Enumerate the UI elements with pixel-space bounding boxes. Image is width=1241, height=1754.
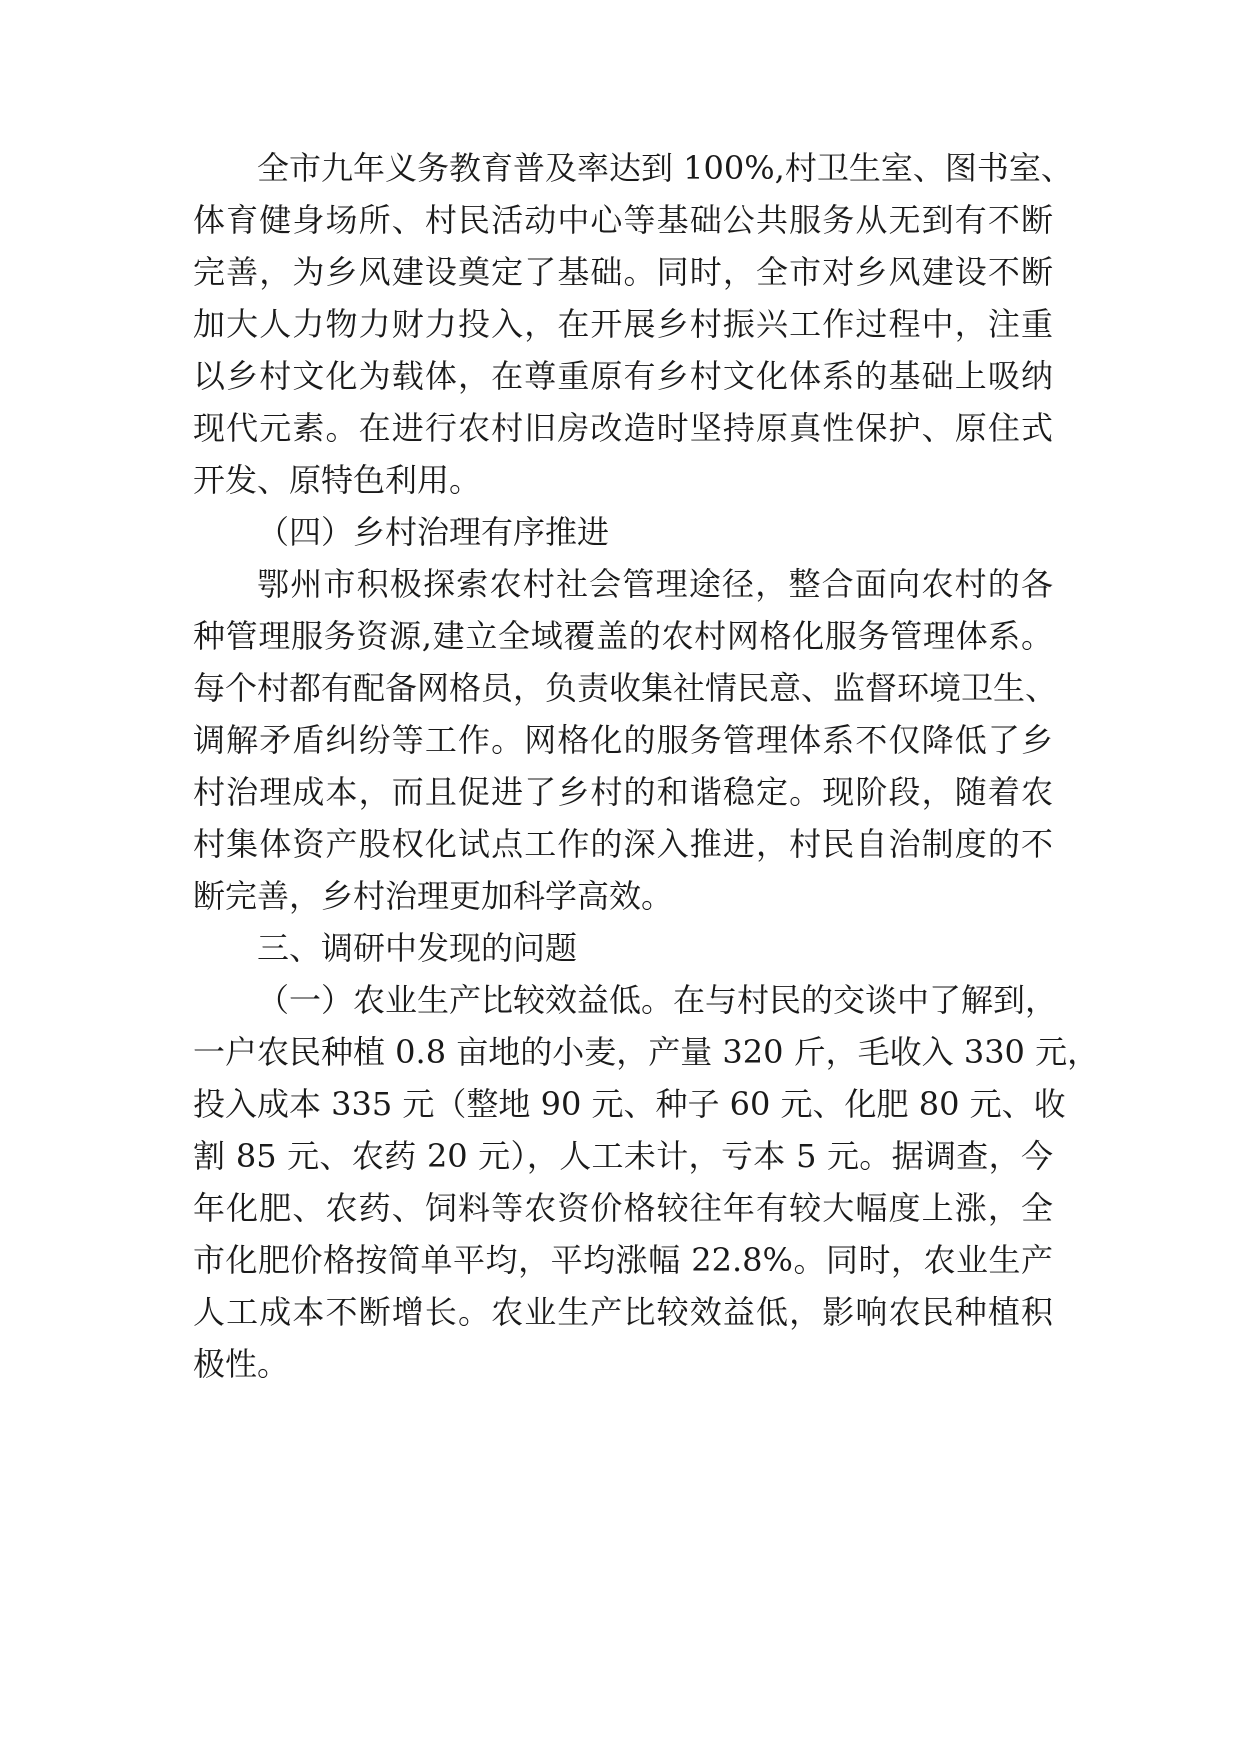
paragraph-line: 市化肥价格按简单平均，平均涨幅 22.8%。同时，农业生产 [193,1241,1053,1279]
paragraph-line: 鄂州市积极探索农村社会管理途径，整合面向农村的各 [257,565,1053,603]
paragraph-line: 全市九年义务教育普及率达到 100%,村卫生室、图书室、 [257,149,1073,187]
paragraph-line: 现代元素。在进行农村旧房改造时坚持原真性保护、原住式 [193,409,1053,447]
paragraph-line: 体育健身场所、村民活动中心等基础公共服务从无到有不断 [193,201,1053,239]
paragraph-line: 以乡村文化为载体，在尊重原有乡村文化体系的基础上吸纳 [193,357,1053,395]
paragraph-line: 完善，为乡风建设奠定了基础。同时，全市对乡风建设不断 [193,253,1053,291]
paragraph-line: 年化肥、农药、饲料等农资价格较往年有较大幅度上涨，全 [193,1189,1053,1227]
paragraph-line: 开发、原特色利用。 [193,461,482,499]
paragraph-line: 每个村都有配备网格员，负责收集社情民意、监督环境卫生、 [193,669,1058,707]
section-heading: （四）乡村治理有序推进 [257,513,610,551]
paragraph-line: 加大人力物力财力投入，在开展乡村振兴工作过程中，注重 [193,305,1053,343]
paragraph-line: 割 85 元、农药 20 元），人工未计，亏本 5 元。据调查，今 [193,1137,1053,1175]
paragraph-line: 人工成本不断增长。农业生产比较效益低，影响农民种植积 [193,1293,1053,1331]
paragraph-line: 村治理成本，而且促进了乡村的和谐稳定。现阶段，随着农 [193,773,1053,811]
paragraph-line: （一）农业生产比较效益低。在与村民的交谈中了解到， [257,981,1058,1019]
paragraph-line: 投入成本 335 元（整地 90 元、种子 60 元、化肥 80 元、收 [193,1085,1066,1123]
paragraph-line: 断完善，乡村治理更加科学高效。 [193,877,674,915]
paragraph-line: 种管理服务资源,建立全域覆盖的农村网格化服务管理体系。 [193,617,1053,655]
paragraph-line: 调解矛盾纠纷等工作。网格化的服务管理体系不仅降低了乡 [193,721,1053,759]
paragraph-line: 一户农民种植 0.8 亩地的小麦，产量 320 斤，毛收入 330 元， [193,1033,1100,1071]
paragraph-line: 极性。 [193,1345,290,1383]
section-heading: 三、调研中发现的问题 [257,929,578,967]
paragraph-line: 村集体资产股权化试点工作的深入推进，村民自治制度的不 [193,825,1053,863]
